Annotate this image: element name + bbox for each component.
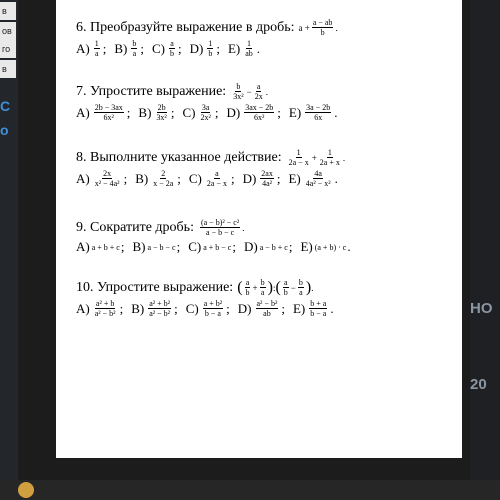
emoji-icon[interactable] (18, 482, 34, 498)
task-10-expr-c-den: b (283, 288, 288, 297)
task-10-expr-a-op: + (252, 282, 258, 293)
task-10-expr-d-den: a (299, 288, 303, 297)
task-6-expr-num: a − ab (312, 18, 333, 27)
left-tab-3[interactable]: го (0, 40, 16, 58)
left-background-strip (0, 0, 18, 500)
task-8-expr-den2: 2a + x (319, 158, 340, 167)
left-tab-4[interactable]: в (0, 60, 16, 78)
task-7-option-a: A) $\frac{2b - 3ax}{\text{6x²}}$ ; (76, 103, 131, 122)
task-6-option-b: B) $\frac{b}{a}$ ; (114, 39, 144, 58)
task-9-option-d: D) a − b + c ; (243, 239, 293, 254)
task-6-option-a: A) $\frac{1}{a}$ ; (76, 39, 107, 58)
task-7-option-d: D) $\frac{3ax - 2b}{\text{6x²}}$ ; (226, 103, 281, 122)
task-10-title: 10. Упростите выражение: (76, 279, 234, 295)
task-6-title: 6. Преобразуйте выражение в дробь: (76, 19, 295, 35)
task-6 (76, 18, 456, 58)
task-10-expr-c-num: a (284, 278, 288, 287)
task-7-option-b: B) $\frac{2b}{\text{3x²}}$ ; (138, 103, 175, 122)
left-blue-fragment-1: С (0, 98, 11, 114)
task-10-option-c: C) $\frac{\text{a + b²}}{b - a}$ ; (185, 299, 230, 318)
task-8-title: 8. Выполните указанное действие: (76, 149, 282, 165)
left-tab-2[interactable]: ов (0, 22, 16, 40)
right-background-strip (470, 0, 500, 500)
task-10-option-d: D) $\frac{\text{a² − b²}}{ab}$ ; (237, 299, 285, 318)
task-9-expr-den: a − b − c (206, 228, 235, 237)
task-6-option-c: C) $\frac{a}{b}$ ; (151, 39, 182, 58)
left-tab-1[interactable]: в (0, 2, 16, 20)
task-7-expression (230, 82, 268, 101)
task-9-option-c: C) a + b − c ; (188, 239, 236, 254)
task-10-expression: ( $\frac{a}{b}$ + $\frac{b}{a}$ ) : ( $\frac{a}{b}$ − $\frac{b}{a}$ ) . (237, 278, 314, 297)
task-7-expr-num1: b (236, 82, 241, 91)
task-10-expr-suffix: . (311, 282, 314, 293)
task-7-title: 7. Упростите выражение: (76, 83, 227, 99)
task-9-options (76, 239, 456, 255)
task-7-options (76, 103, 456, 122)
task-8-expr-op: + (311, 152, 317, 163)
task-10 (76, 278, 456, 318)
task-7-expr-num2: a (256, 82, 261, 91)
task-10-options (76, 299, 456, 318)
task-9-expr-num: (a − b)² − c² (200, 218, 240, 227)
task-7-expr-den1: 3x² (233, 92, 244, 101)
task-10-expr-mid: : (272, 282, 276, 293)
task-6-expr-suffix: . (335, 22, 338, 33)
task-9-option-e: E) (a + b) · c . (300, 239, 351, 254)
task-8-options (76, 169, 456, 188)
task-6-option-e: E) $\frac{1}{ab}$ . (227, 39, 261, 58)
task-8-expr-num2: 1 (327, 148, 332, 157)
task-7-expr-op: − (246, 86, 252, 97)
task-8-expr-suffix: . (342, 152, 346, 163)
task-10-expr-a-num: a (245, 278, 250, 287)
bottom-bar (0, 480, 500, 500)
task-10-expr-b-num: b (260, 278, 265, 287)
task-10-expr-c-op: − (290, 282, 296, 293)
task-9 (76, 218, 456, 255)
task-8-option-e: E) $\frac{4a}{\text{4a² − x²}}$ . (288, 169, 338, 188)
task-10-expr-d-num: b (298, 278, 303, 287)
task-8 (76, 148, 456, 188)
task-6-expression (298, 18, 337, 37)
task-6-expr-prefix: a + (298, 22, 310, 33)
task-9-option-b: B) a − b − c ; (132, 239, 181, 254)
task-7-option-c: C) $\frac{3a}{\text{2x²}}$ ; (182, 103, 219, 122)
task-10-option-e: E) $\frac{b + a}{b - a}$ . (292, 299, 334, 318)
task-10-expr-b-den: a (260, 288, 265, 297)
task-8-expression (286, 148, 345, 167)
worksheet-image (56, 0, 462, 458)
task-9-option-a: A) a + b + c ; (76, 239, 125, 254)
right-fragment-2: 20 (470, 376, 487, 393)
task-9-expr-suffix: . (242, 222, 245, 233)
task-7 (76, 82, 456, 122)
task-8-option-c: C) $\frac{a}{2a - x}$ ; (188, 169, 235, 188)
task-10-expr-a-den: b (245, 288, 250, 297)
task-7-expr-suffix: . (265, 86, 268, 97)
task-7-option-e: E) $\frac{3a - 2b}{6x}$ . (288, 103, 338, 122)
task-8-option-d: D) $\frac{2ax}{\text{4a²}}$ ; (242, 169, 281, 188)
task-8-expr-den1: 2a − x (288, 158, 309, 167)
task-8-option-a: A) $\frac{2x}{\text{x² − 4a²}}$ ; (76, 169, 128, 188)
task-10-option-a: A) $\frac{\text{a² + b}}{\text{a² − b²}}$ ; (76, 299, 124, 318)
task-9-expression (198, 218, 245, 237)
right-fragment-1: НО (470, 300, 493, 317)
task-6-option-d: D) $\frac{1}{b}$ ; (189, 39, 220, 58)
task-9-title: 9. Сократите дробь: (76, 219, 194, 235)
task-7-expr-den2: 2x (254, 92, 263, 101)
task-10-option-b: B) $\frac{\text{a² + b²}}{\text{a² − b²}}$ ; (131, 299, 178, 318)
task-6-expr-den: b (320, 28, 325, 37)
task-6-options (76, 39, 456, 58)
left-blue-fragment-2: о (0, 122, 9, 138)
task-8-expr-num1: 1 (296, 148, 301, 157)
task-8-option-b: B) $\frac{2}{x - 2a}$ ; (135, 169, 181, 188)
